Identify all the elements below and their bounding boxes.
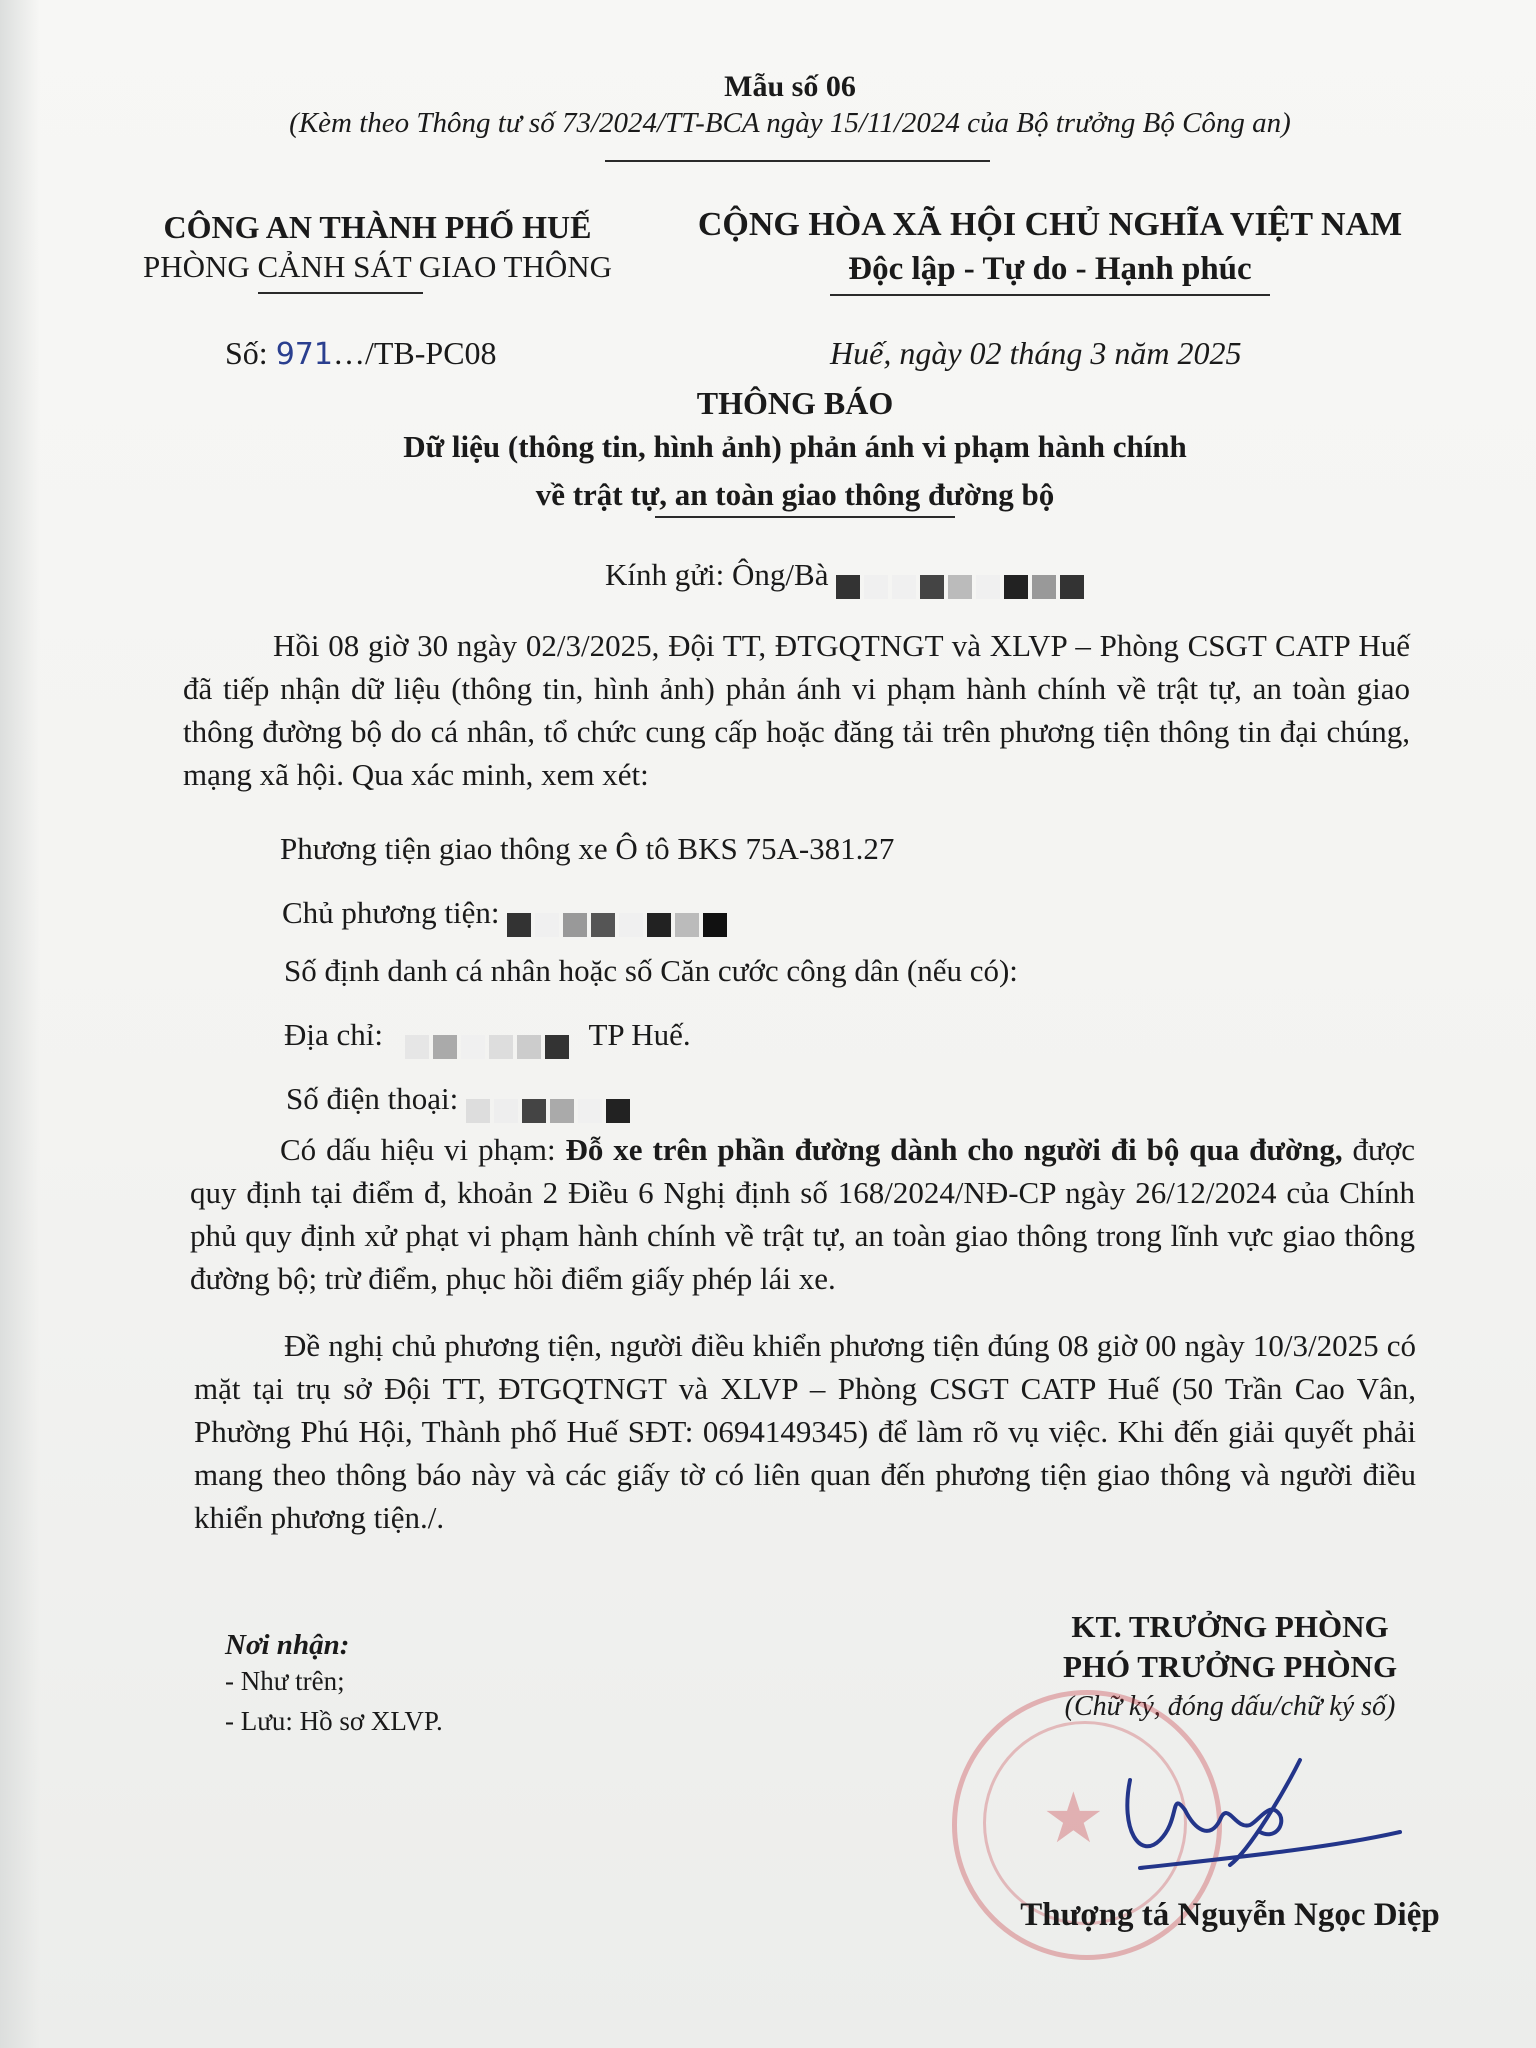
redacted-phone [466, 1089, 634, 1115]
document-number [225, 334, 497, 374]
redacted-address [405, 1025, 573, 1051]
recipients-item-1: - Như trên; [225, 1666, 345, 1696]
owner-line [282, 894, 731, 932]
recipient-line [605, 556, 1088, 594]
address-label: Địa chỉ: [284, 1017, 383, 1052]
paragraph-violation [190, 1128, 1415, 1300]
agency-rule [258, 292, 423, 294]
national-motto: Độc lập - Tự do - Hạnh phúc [848, 251, 1252, 287]
recipient-label: Kính gửi: Ông/Bà [605, 557, 829, 592]
violation-bold: Đỗ xe trên phần đường dành cho người đi bộ qua đường, [565, 1132, 1343, 1167]
paragraph-intro [183, 624, 1410, 796]
phone-label: Số điện thoại: [286, 1081, 459, 1116]
request-text: Đề nghị chủ phương tiện, người điều khiển phương tiện đúng 08 giờ 00 ngày 10/3/2025 có mặt tại trụ sở Đội TT, ĐTGQTNGT và XLVP – Phòng CSGT CATP Huế (50 Trần Cao Vân, Phường Phú Hội, Thành phố Huế SĐT: 0694149345) để làm rõ vụ việc. Khi đến giải quyết phải mang theo thông báo này và các giấy tờ có liên quan đến phương tiện giao thông và người điều khiển phương tiện./. [194, 1328, 1416, 1535]
recipients-title: Nơi nhận: [225, 1629, 350, 1661]
doc-no-handwritten: 971 [275, 337, 333, 372]
form-number: Mẫu số 06 [724, 70, 856, 103]
vehicle-line: Phương tiện giao thông xe Ô tô BKS 75A-381.27 [280, 831, 895, 866]
id-line: Số định danh cá nhân hoặc số Căn cước công dân (nếu có): [284, 953, 1018, 988]
notice-subtitle-2: về trật tự, an toàn giao thông đường bộ [535, 477, 1055, 512]
owner-label: Chủ phương tiện: [282, 895, 500, 930]
agency-unit: PHÒNG CẢNH SÁT GIAO THÔNG [142, 249, 613, 284]
form-reference: (Kèm theo Thông tư số 73/2024/TT-BCA ngày 15/11/2024 của Bộ trưởng Bộ Công an) [289, 107, 1291, 139]
motto-rule [830, 294, 1270, 296]
signature-note: (Chữ ký, đóng dấu/chữ ký số) [1064, 1691, 1396, 1722]
doc-no-prefix: Số: [225, 335, 276, 371]
title-rule [655, 516, 955, 518]
redacted-owner [507, 903, 731, 929]
address-tail: TP Huế. [588, 1017, 691, 1052]
violation-rest: được quy định tại điểm đ, khoản 2 Điều 6 Nghị định số 168/2024/NĐ-CP ngày 26/12/2024 của Chính phủ quy định xử phạt vi phạm hành chính về trật tự, an toàn giao thông trong lĩnh vực giao thông đường bộ; trừ điểm, phục hồi điểm giấy phép lái xe. [190, 1132, 1415, 1296]
address-line [284, 1016, 691, 1054]
paragraph-request [194, 1324, 1416, 1539]
stamp-star-icon: ★ [1042, 1777, 1105, 1859]
signature-title-2: PHÓ TRƯỞNG PHÒNG [1062, 1649, 1398, 1684]
paragraph-intro-text: Hồi 08 giờ 30 ngày 02/3/2025, Đội TT, ĐTGQTNGT và XLVP – Phòng CSGT CATP Huế đã tiếp nhận dữ liệu (thông tin, hình ảnh) phản ánh vi phạm hành chính về trật tự, an toàn giao thông đường bộ do cá nhân, tổ chức cung cấp hoặc đăng tải trên phương tiện thông tin đại chúng, mạng xã hội. Qua xác minh, xem xét: [183, 628, 1410, 792]
violation-lead: Có dấu hiệu vi phạm: [280, 1132, 566, 1167]
place-date: Huế, ngày 02 tháng 3 năm 2025 [830, 335, 1242, 371]
doc-no-suffix: …/TB-PC08 [332, 335, 497, 371]
notice-title: THÔNG BÁO [696, 385, 894, 421]
recipients-item-2: - Lưu: Hồ sơ XLVP. [225, 1706, 443, 1736]
signature-title-1: KT. TRƯỞNG PHÒNG [1071, 1609, 1389, 1644]
notice-subtitle-1: Dữ liệu (thông tin, hình ảnh) phản ánh vi phạm hành chính [403, 429, 1187, 464]
redacted-name [836, 565, 1088, 591]
form-rule [605, 160, 990, 162]
signature-scribble [1110, 1740, 1410, 1880]
agency-parent: CÔNG AN THÀNH PHỐ HUẾ [163, 209, 592, 245]
country-name: CỘNG HÒA XÃ HỘI CHỦ NGHĨA VIỆT NAM [697, 206, 1403, 243]
phone-line [286, 1080, 634, 1118]
signer-name: Thượng tá Nguyễn Ngọc Diệp [1020, 1897, 1440, 1933]
